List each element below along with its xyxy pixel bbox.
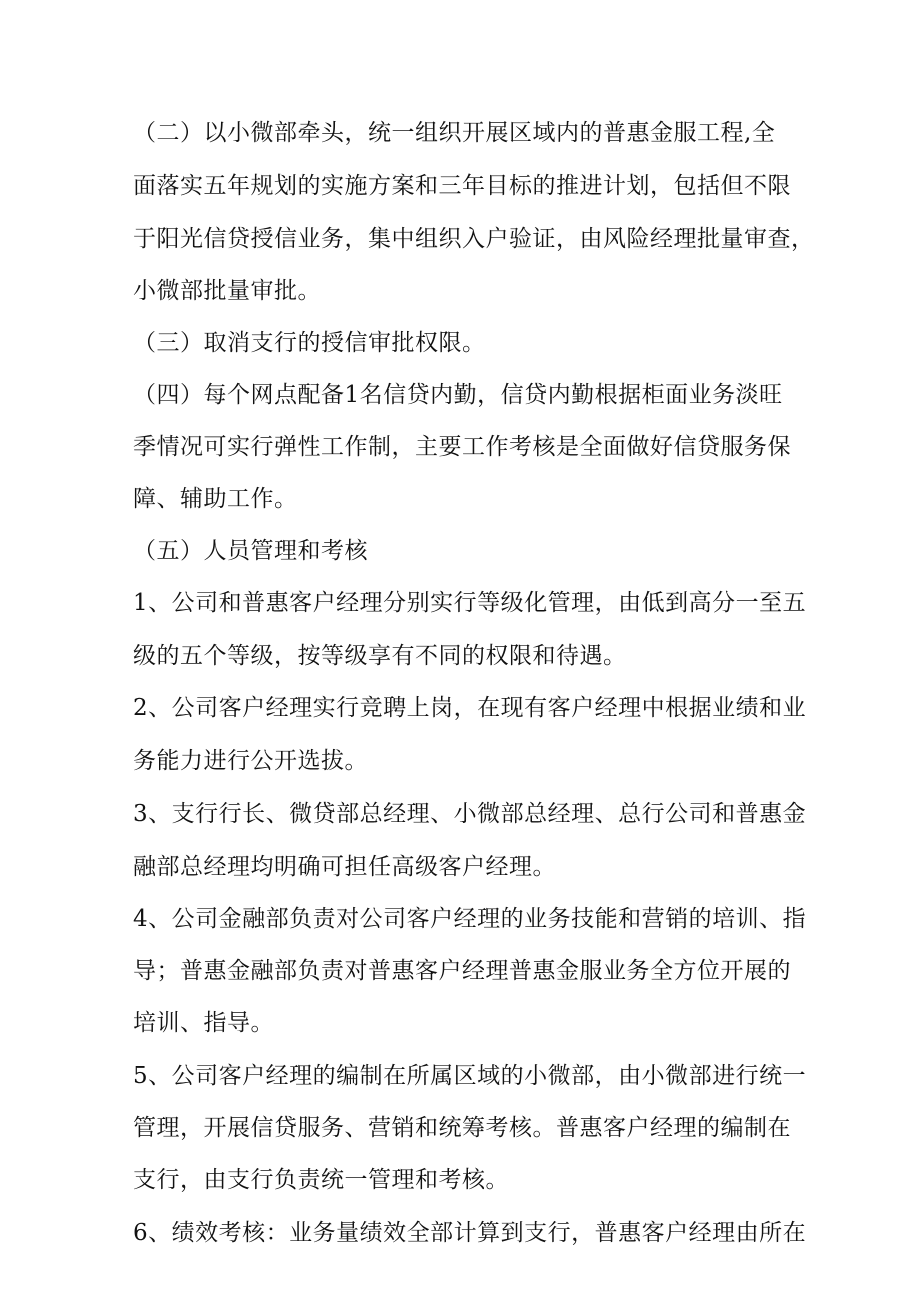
text-line: 6、绩效考核：业务量绩效全部计算到支行，普惠客户经理由所在 bbox=[133, 1220, 807, 1246]
text-line: （三）取消支行的授信审批权限。 bbox=[133, 330, 486, 356]
text-line: （五）人员管理和考核 bbox=[133, 538, 368, 564]
text-line: 务能力进行公开选拔。 bbox=[133, 748, 368, 774]
text-line: 融部总经理均明确可担任高级客户经理。 bbox=[133, 854, 556, 880]
text-line: 3、支行行长、微贷部总经理、小微部总经理、总行公司和普惠金 bbox=[133, 801, 807, 827]
text-line: 2、公司客户经理实行竞聘上岗，在现有客户经理中根据业绩和业 bbox=[133, 695, 807, 721]
text-line: 小微部批量审批。 bbox=[133, 278, 321, 304]
text-line: 支行，由支行负责统一管理和考核。 bbox=[133, 1167, 509, 1193]
text-line: （二）以小微部牵头，统一组织开展区域内的普惠金服工程,全 bbox=[133, 120, 776, 146]
text-line: 于阳光信贷授信业务，集中组织入户验证，由风险经理批量审查， bbox=[133, 226, 815, 252]
text-line: 管理，开展信贷服务、营销和统筹考核。普惠客户经理的编制在 bbox=[133, 1115, 791, 1141]
text-line: （四）每个网点配备1名信贷内勤，信贷内勤根据柜面业务淡旺 bbox=[133, 382, 783, 408]
text-line: 导；普惠金融部负责对普惠客户经理普惠金服业务全方位开展的 bbox=[133, 958, 791, 984]
text-line: 1、公司和普惠客户经理分别实行等级化管理，由低到高分一至五 bbox=[133, 590, 807, 616]
text-line: 级的五个等级，按等级享有不同的权限和待遇。 bbox=[133, 643, 627, 669]
text-line: 5、公司客户经理的编制在所属区域的小微部，由小微部进行统一 bbox=[133, 1063, 807, 1089]
text-line: 季情况可实行弹性工作制，主要工作考核是全面做好信贷服务保 bbox=[133, 434, 791, 460]
text-line: 培训、指导。 bbox=[133, 1010, 274, 1036]
text-line: 障、辅助工作。 bbox=[133, 486, 298, 512]
text-line: 面落实五年规划的实施方案和三年目标的推进计划，包括但不限 bbox=[133, 173, 791, 199]
text-line: 4、公司金融部负责对公司客户经理的业务技能和营销的培训、指 bbox=[133, 906, 807, 932]
